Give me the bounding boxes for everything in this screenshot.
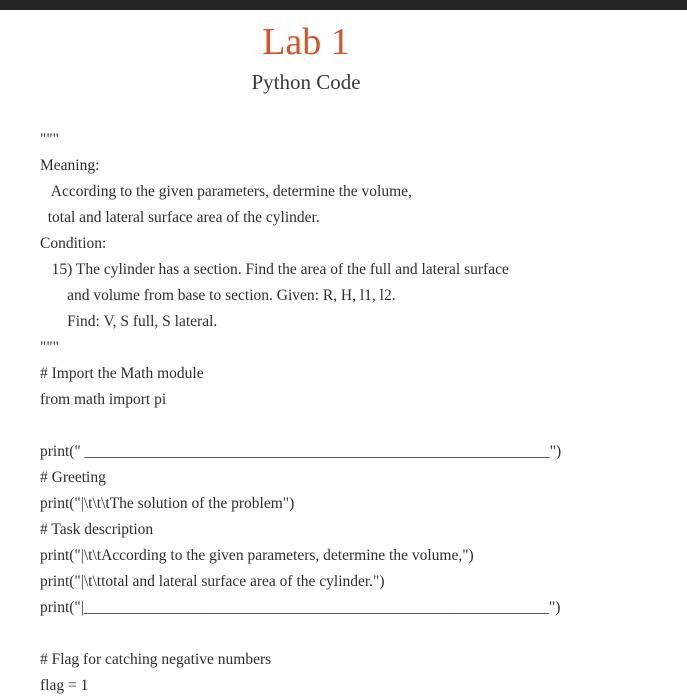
code-line: # Import the Math module — [40, 365, 204, 382]
code-line: """ — [40, 131, 59, 148]
code-line: print(" ____________________________________________________________") — [40, 443, 562, 460]
code-area — [40, 127, 612, 699]
code-line: 15) The cylinder has a section. Find the area of the full and lateral surface — [40, 261, 509, 278]
code-line: and volume from base to section. Given: R, H, l1, l2. — [40, 287, 396, 304]
code-line: print("|____________________________________________________________") — [40, 599, 561, 616]
code-line: According to the given parameters, determine the volume, — [40, 183, 412, 200]
code-line: Condition: — [40, 235, 107, 252]
code-line: from math import pi — [40, 391, 167, 408]
document-page — [0, 20, 612, 699]
code-line: print("|\t\tAccording to the given parameters, determine the volume,") — [40, 547, 474, 564]
code-line: print("|\t\ttotal and lateral surface area of the cylinder.") — [40, 573, 385, 590]
code-line: """ — [40, 339, 59, 356]
code-line: Find: V, S full, S lateral. — [40, 313, 218, 330]
page-subtitle: Python Code — [251, 70, 361, 94]
code-line: # Greeting — [40, 469, 106, 486]
code-line — [40, 413, 612, 439]
code-line: flag = 1 — [40, 677, 89, 694]
code-line: # Task description — [40, 521, 154, 538]
code-line — [40, 621, 612, 647]
code-line: # Flag for catching negative numbers — [40, 651, 272, 668]
code-line: print("|\t\t\tThe solution of the problem") — [40, 495, 295, 512]
code-line: total and lateral surface area of the cylinder. — [40, 209, 320, 226]
code-line: Meaning: — [40, 157, 100, 174]
page-title: Lab 1 — [262, 21, 350, 63]
top-bar — [0, 0, 687, 10]
